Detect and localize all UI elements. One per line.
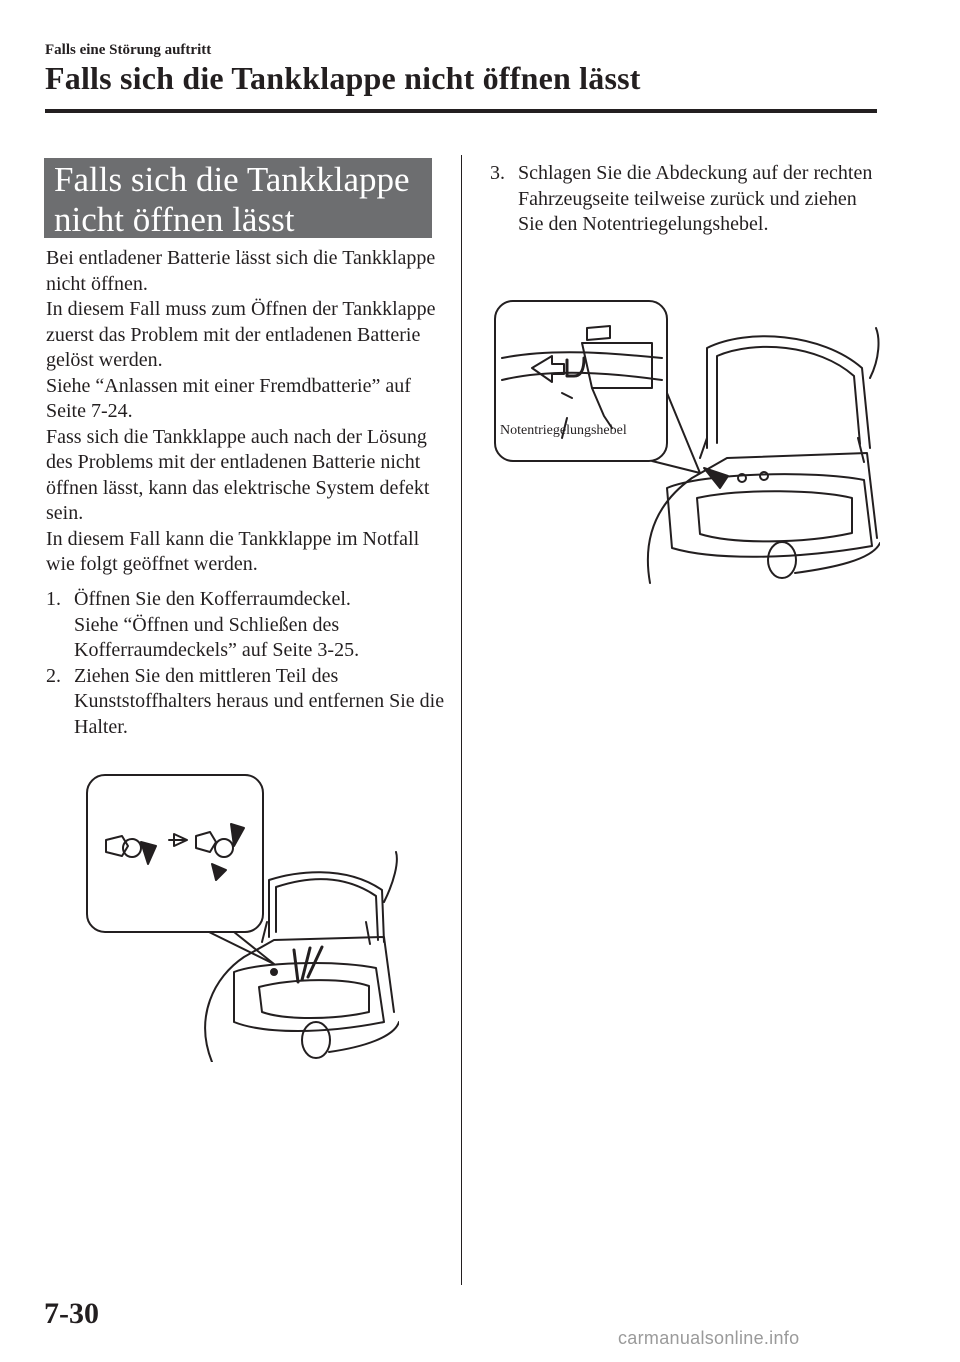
paragraph: In diesem Fall muss zum Öffnen der Tankklappe zuerst das Problem mit der entladenen Batterie gelöst werden. <box>46 298 436 371</box>
paragraph: Siehe “Anlassen mit einer Fremdbatterie” auf Seite 7-24. <box>46 374 411 422</box>
figure-release-lever <box>492 298 880 588</box>
section-heading-line-2: nicht öffnen lässt <box>54 200 295 239</box>
intro-text <box>46 246 441 578</box>
step-number: 3. <box>490 162 505 184</box>
step-list-right <box>490 161 875 238</box>
step-text: Öffnen Sie den Kofferraumdeckel. <box>74 588 351 610</box>
step-text: Schlagen Sie die Abdeckung auf der rechten Fahrzeugseite teilweise zurück und ziehen Sie den Notentriegelungshebel. <box>518 162 873 235</box>
paragraph: Bei entladener Batterie lässt sich die Tankklappe nicht öffnen. <box>46 247 436 295</box>
chapter-label: Falls eine Störung auftritt <box>45 42 212 58</box>
step-number: 1. <box>46 588 61 610</box>
page-title: Falls sich die Tankklappe nicht öffnen lässt <box>45 60 641 96</box>
section-heading-line-1: Falls sich die Tankklappe <box>54 160 410 199</box>
step-item <box>46 587 456 664</box>
step-item <box>46 664 456 741</box>
page-number: 7-30 <box>44 1297 99 1330</box>
callout-label: Notentriegelungshebel <box>500 423 627 438</box>
paragraph: Fass sich die Tankklappe auch nach der Lösung des Problems mit der entladenen Batterie nicht öffnen lässt, kann das elektrische System defekt sein. <box>46 425 430 524</box>
step-subtext: Siehe “Öffnen und Schließen des Kofferraumdeckels” auf Seite 3-25. <box>74 613 360 661</box>
step-number: 2. <box>46 664 61 687</box>
figure-retainer-removal <box>84 772 399 1062</box>
paragraph: In diesem Fall kann die Tankklappe im Notfall wie folgt geöffnet werden. <box>46 527 420 575</box>
step-text: Ziehen Sie den mittleren Teil des Kunststoffhalters heraus und entfernen Sie die Halter. <box>74 664 445 738</box>
column-divider <box>461 155 462 1285</box>
step-item <box>490 161 875 238</box>
title-rule <box>45 109 877 113</box>
step-list <box>46 587 456 740</box>
watermark: carmanualsonline.info <box>618 1328 800 1348</box>
section-heading <box>54 160 426 240</box>
